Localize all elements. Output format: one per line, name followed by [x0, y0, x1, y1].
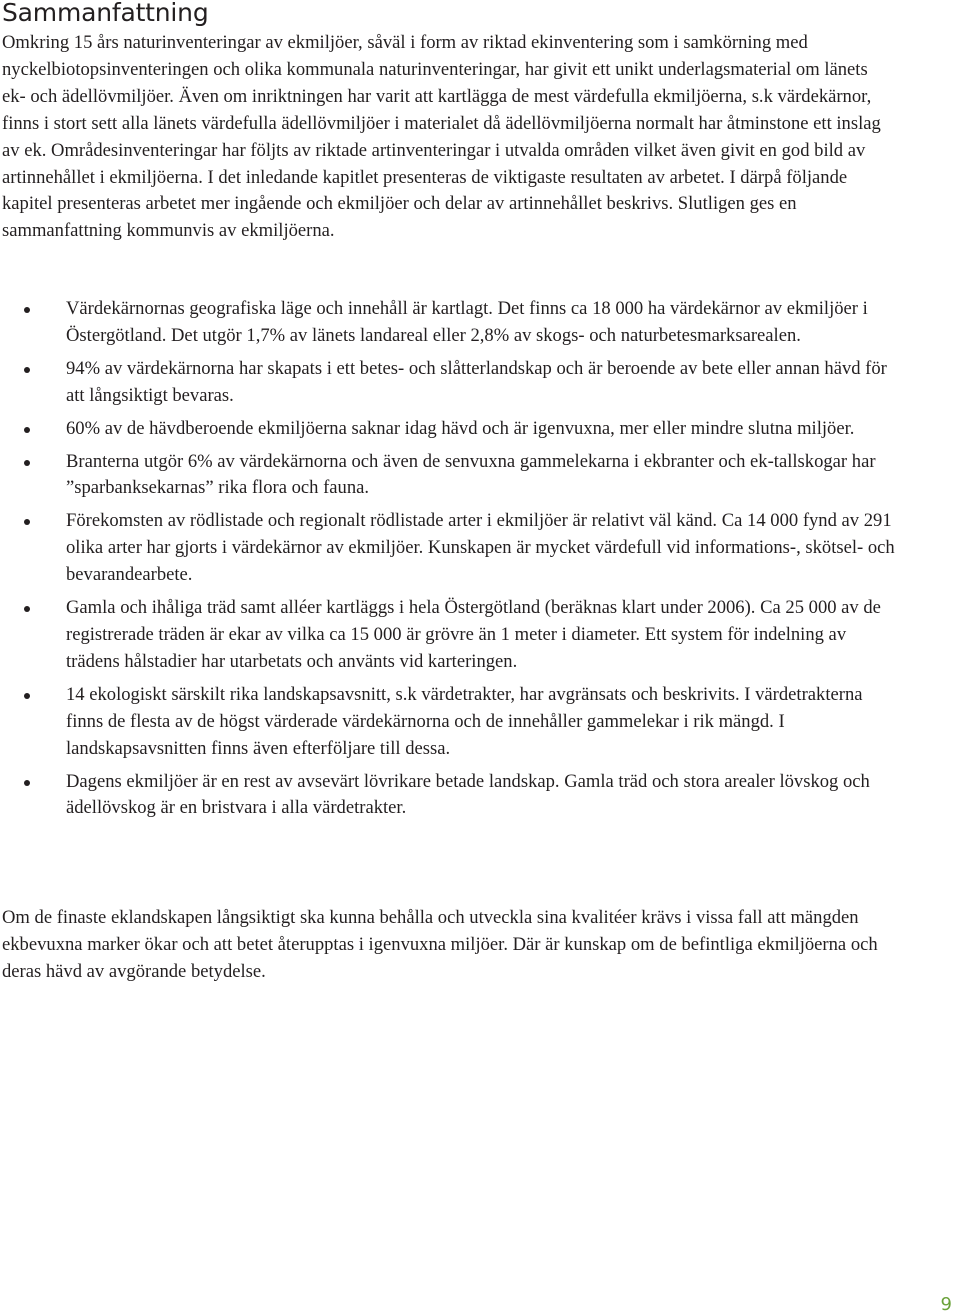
bullet-dot-icon — [24, 606, 30, 612]
bullet-text: Gamla och ihåliga träd samt alléer kartläggs i hela Östergötland (beräknas klart under 2006). Ca 25 000 av de registrerade träden är ekar av vilka ca 15 000 är grövre än 1 meter i diameter. Ett system för indelning av trädens hålstadier har utarbetats och använts vid karteringen. — [66, 597, 881, 672]
bullet-dot-icon — [24, 367, 30, 373]
bullet-dot-icon — [24, 460, 30, 466]
bullet-text: Värdekärnornas geografiska läge och innehåll är kartlagt. Det finns ca 18 000 ha värdekärnor av ekmiljöer i Östergötland. Det utgör 1,7% av länets landareal eller 2,8% av skogs- och naturbetesmarksarealen. — [66, 298, 868, 346]
bullet-item — [0, 595, 900, 676]
bullet-text: 60% av de hävdberoende ekmiljöerna saknar idag hävd och är igenvuxna, mer eller mindre slutna miljöer. — [66, 417, 855, 439]
bullet-item — [0, 416, 900, 443]
bullet-item — [0, 449, 900, 503]
bullet-dot-icon — [24, 427, 30, 433]
intro-paragraph: Omkring 15 års naturinventeringar av ekmiljöer, såväl i form av riktad ekinventering som i samkörning med nyckelbiotopsinventeringen och olika kommunala naturinventeringar, har givit ett unikt underlagsmaterial om länets ek- och ädellövmiljöer. Även om inriktningen har varit att kartlägga de mest värdefulla ekmiljöerna, s.k värdekärnor, finns i stort sett alla länets värdefulla ädellövmiljöer i materialet då ädellövmiljöerna normalt har åtminstone ett inslag av ek. Områdesinventeringar har följts av riktade artinventeringar i utvalda områden vilket även givit en god bild av artinnehållet i ekmiljöerna. I det inledande kapitlet presenteras de viktigaste resultaten av arbetet. I därpå följande kapitel presenteras arbetet mer ingående och ekmiljöer och delar av artinnehållet beskrivs. Slutligen ges en sammanfattning kommunvis av ekmiljöerna. — [2, 32, 881, 242]
bullet-text: Dagens ekmiljöer är en rest av avsevärt lövrikare betade landskap. Gamla träd och stora arealer lövskog och ädellövskog är en bristvara i alla värdetrakter. — [66, 770, 870, 819]
bullet-text: Branterna utgör 6% av värdekärnorna och även de senvuxna gammelekarna i ekbranter och ek-tallskogar har ”sparbanksekarnas” rika flora och fauna. — [66, 450, 876, 499]
bullet-item — [0, 682, 900, 763]
closing-paragraph: Om de finaste eklandskapen långsiktigt ska kunna behålla och utveckla sina kvalitéer krävs i vissa fall att mängden ekbevuxna marker ökar och att betet återupptas i igenvuxna miljöer. Där är kunskap om de befintliga ekmiljöerna och deras hävd av avgörande betydelse. — [2, 907, 878, 982]
bullet-item — [0, 508, 900, 589]
bullet-dot-icon — [24, 307, 30, 313]
summary-bullet-list — [0, 296, 900, 828]
bullet-text: 94% av värdekärnorna har skapats i ett betes- och slåtterlandskap och är beroende av bete eller annan hävd för att långsiktigt bevaras. — [66, 357, 887, 406]
bullet-dot-icon — [24, 693, 30, 699]
bullet-text: Förekomsten av rödlistade och regionalt rödlistade arter i ekmiljöer är relativt väl känd. Ca 14 000 fynd av 291 olika arter har gjorts i värdekärnor av ekmiljöer. Kunskapen är mycket värdefull vid informations-, skötsel- och bevarandearbete. — [66, 510, 895, 586]
bullet-item — [0, 356, 900, 410]
bullet-text: 14 ekologiskt särskilt rika landskapsavsnitt, s.k värdetrakter, har avgränsats och beskrivits. I värdetrakterna finns de flesta av de högst värderade värdekärnorna och de innehåller gammelekar i rik mängd. I landskapsavsnitten finns även efterföljare till dessa. — [66, 683, 863, 759]
bullet-dot-icon — [24, 519, 30, 525]
page-number: 9 — [940, 1294, 952, 1315]
bullet-dot-icon — [24, 780, 30, 786]
bullet-item — [0, 296, 900, 350]
bullet-item — [0, 769, 900, 823]
section-heading: Sammanfattning — [2, 0, 209, 27]
